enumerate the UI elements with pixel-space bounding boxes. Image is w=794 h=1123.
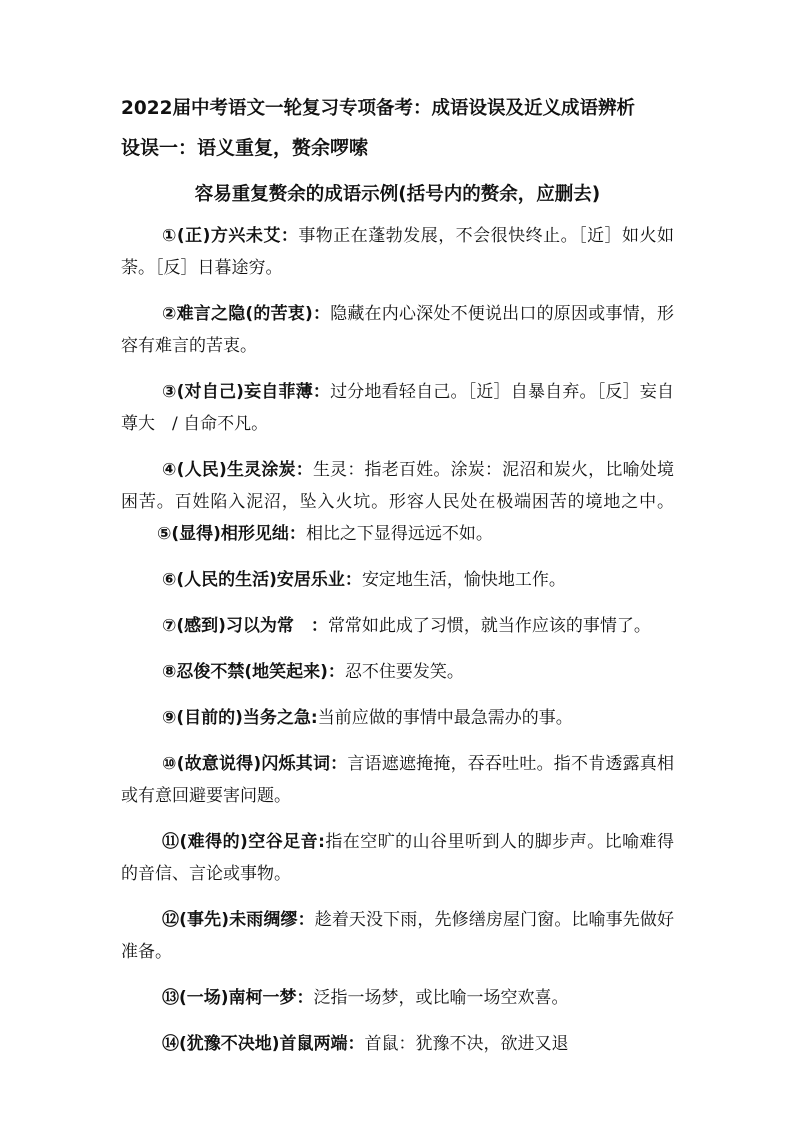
idiom-entry bbox=[121, 1028, 674, 1060]
idiom-entry bbox=[121, 564, 674, 596]
idiom-definition: 过分地看轻自己。［近］自暴自弃。［反］妄自尊大 / 自命不凡。 bbox=[121, 382, 675, 434]
idiom-entry bbox=[121, 702, 674, 734]
idiom-entry bbox=[121, 982, 674, 1014]
section-heading: 设误一：语义重复，赘余啰嗦 bbox=[121, 137, 369, 159]
idiom-entry bbox=[121, 454, 674, 550]
idiom-entry bbox=[121, 220, 674, 284]
idiom-term: ③(对自己)妄自菲薄： bbox=[162, 382, 331, 402]
idiom-entry bbox=[121, 610, 674, 642]
idiom-definition: 常常如此成了习惯，就当作应该的事情了。 bbox=[327, 616, 651, 636]
idiom-entry bbox=[121, 826, 674, 890]
idiom-definition: 事物正在蓬勃发展，不会很快终止。［近］如火如荼。［反］日暮途穷。 bbox=[121, 226, 675, 278]
idiom-term: ②难言之隐(的苦衷)： bbox=[162, 304, 331, 324]
idiom-definition: 言语遮遮掩掩，吞吞吐吐。指不肯透露真相或有意回避要害问题。 bbox=[121, 754, 674, 806]
idiom-definition: 指在空旷的山谷里听到人的脚步声。比喻难得的音信、言论或事物。 bbox=[121, 832, 674, 884]
section-subtitle: 容易重复赘余的成语示例(括号内的赘余，应删去) bbox=[194, 184, 601, 205]
idiom-term: ⑨(目前的)当务之急: bbox=[162, 708, 318, 728]
idiom-term: ⑦(感到)习以为常 ： bbox=[162, 616, 328, 636]
idiom-term: ⑩(故意说得)闪烁其词： bbox=[162, 754, 348, 774]
idiom-definition: 相比之下显得远远不如。 bbox=[305, 524, 493, 544]
idiom-term: ①(正)方兴未艾： bbox=[162, 226, 299, 246]
idiom-term: ⑤(显得)相形见绌： bbox=[157, 524, 306, 544]
idiom-term: ⑪(难得的)空谷足音: bbox=[162, 832, 325, 852]
idiom-definition: 生灵：指老百姓。涂炭：泥沼和炭火，比喻处境困苦。百姓陷入泥沼，坠入火坑。形容人民处在极端困苦的境地之中。 bbox=[121, 460, 674, 512]
document-title: 2022届中考语文一轮复习专项备考：成语设误及近义成语辨析 bbox=[121, 98, 635, 119]
idiom-entry bbox=[121, 748, 674, 812]
idiom-term: ⑫(事先)未雨绸缪： bbox=[162, 910, 315, 930]
idiom-definition: 首鼠：犹豫不决，欲进又退 bbox=[364, 1034, 569, 1054]
idiom-term: ⑥(人民的生活)安居乐业： bbox=[162, 570, 362, 590]
idiom-definition: 泛指一场梦，或比喻一场空欢喜。 bbox=[313, 988, 569, 1008]
idiom-definition: 忍不住要发笑。 bbox=[344, 662, 464, 682]
idiom-term: ④(人民)生灵涂炭： bbox=[162, 460, 313, 480]
idiom-entry bbox=[121, 656, 674, 688]
idiom-term: ⑬(一场)南柯一梦： bbox=[162, 988, 314, 1008]
idiom-term: ⑭(犹豫不决地)首鼠两端： bbox=[162, 1034, 365, 1054]
idiom-definition: 趁着天没下雨，先修缮房屋门窗。比喻事先做好准备。 bbox=[121, 910, 675, 962]
idiom-entry bbox=[121, 298, 674, 362]
document-page bbox=[121, 90, 674, 1060]
idiom-entry bbox=[121, 904, 674, 968]
idiom-definition: 隐藏在内心深处不便说出口的原因或事情，形容有难言的苦衷。 bbox=[121, 304, 674, 356]
idiom-definition: 安定地生活，愉快地工作。 bbox=[361, 570, 566, 590]
idiom-definition: 当前应做的事情中最急需办的事。 bbox=[317, 708, 573, 728]
idiom-entry bbox=[121, 376, 674, 440]
idiom-term: ⑧忍俊不禁(地笑起来)： bbox=[162, 662, 345, 682]
